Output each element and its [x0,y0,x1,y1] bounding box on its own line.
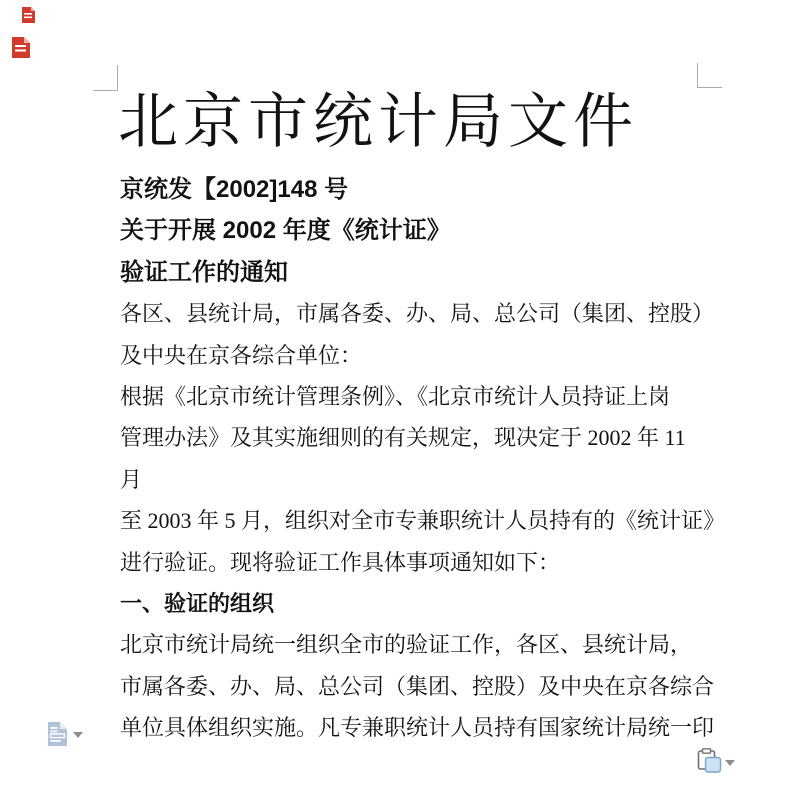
document-line: 京统发【2002]148 号 [120,176,349,203]
document-line: 关于开展 2002 年度《统计证》 [120,217,451,245]
document-line: 一、验证的组织 [120,590,275,616]
red-document-icon[interactable] [21,7,36,23]
document-line: 市属各委、办、局、总公司（集团、控股）及中央在京各综合 [120,673,715,699]
text-boundary-mark-top-left [93,65,118,91]
document-line: 验证工作的通知 [120,258,288,286]
document-line: 管理办法》及其实施细则的有关规定，现决定于 2002 年 11 [120,425,686,451]
document-line: 进行验证。现将验证工作具体事项通知如下： [120,549,561,575]
dropdown-arrow-icon[interactable] [73,732,83,738]
text-boundary-mark-top-right [697,63,722,88]
dropdown-arrow-icon[interactable] [725,760,735,766]
document-line: 及中央在京各综合单位： [120,342,363,368]
document-lines [120,169,760,748]
document-line: 北京市统计局统一组织全市的验证工作，各区、县统计局， [120,632,693,658]
document-options-icon[interactable] [47,721,68,747]
document-line: 月 [120,466,143,492]
document-line: 至 2003 年 5 月，组织对全市专兼职统计人员持有的《统计证》 [120,508,726,534]
document-line: 根据《北京市统计管理条例》、《北京市统计人员持证上岗 [120,383,671,409]
document-line: 单位具体组织实施。凡专兼职统计人员持有国家统计局统一印 [120,715,715,741]
paste-options-icon[interactable] [697,748,723,774]
document-title: 北京市统计局文件 [118,89,638,155]
document-line: 各区、县统计局，市属各委、办、局、总公司（集团、控股） [120,301,715,327]
red-document-icon[interactable] [11,37,31,58]
